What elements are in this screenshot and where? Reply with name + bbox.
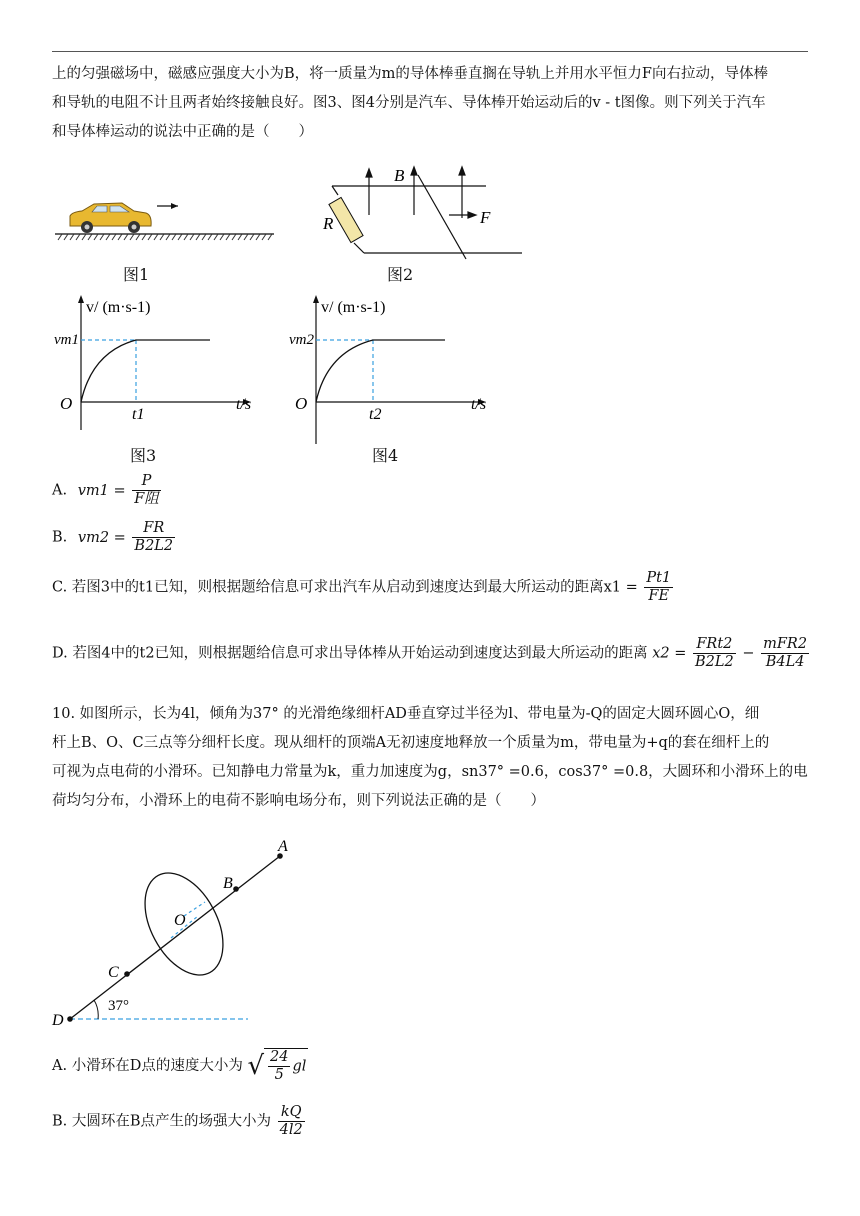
rod-label-C: C xyxy=(108,964,119,981)
header-rule xyxy=(52,51,808,52)
q10-line-4: 荷均匀分布，小滑环上的电荷不影响电场分布，则下列说法正确的是（ ） xyxy=(52,793,545,809)
fig2-label-B: B xyxy=(394,166,405,185)
fig4-xlabel: t/s xyxy=(471,396,487,413)
fig4-vmax: vm2 xyxy=(289,332,314,348)
q9-line-3: 和导体棒运动的说法中正确的是（ ） xyxy=(52,124,313,140)
question-10-stem xyxy=(52,700,812,816)
fig3-t: t1 xyxy=(132,406,145,423)
q10-option-b: B. 大圆环在B点产生的场强大小为 $\frac{kQ}{4l2}$ xyxy=(52,1104,303,1138)
q9-option-d: D. 若图4中的t2已知，则根据题给信息可求出导体棒从开始运动到速度达到最大所运动的距离 x2 = $\frac{\text{FRt2}}{B2L2}$ − $\frac{\text{mFR2}}{B4L4}$ xyxy=(52,636,808,670)
q10-option-a: A. 小滑环在D点的速度大小为 √ $\frac{24}{5}$ gl xyxy=(52,1049,307,1083)
q9-line-1: 上的匀强磁场中，磁感应强度大小为B，将一质量为m的导体棒垂直搁在导轨上并用水平恒力F向右拉动，导体棒 xyxy=(52,66,768,82)
figure-1-caption: 图1 xyxy=(123,265,150,284)
fig3-xlabel: t/s xyxy=(236,396,252,413)
figure-rod-and-ring xyxy=(50,836,310,1031)
q9-option-a: A. vm1 = $\frac{P}{\text{F阻}}$ xyxy=(52,473,159,507)
rod-label-D: D xyxy=(52,1012,64,1029)
figure-2-rails xyxy=(318,163,528,263)
rod-label-B: B xyxy=(223,875,233,892)
figure-3-vt-graph xyxy=(52,292,262,432)
question-9-stem xyxy=(52,60,812,147)
fig2-label-F: F xyxy=(480,208,491,227)
figure-3-caption: 图3 xyxy=(130,446,157,465)
fig3-ylabel: v/ (m·s-1) xyxy=(86,299,151,316)
figure-4-vt-graph xyxy=(287,292,497,447)
q9-line-2: 和导轨的电阻不计且两者始终接触良好。图3、图4分别是汽车、导体棒开始运动后的v - t图像。则下列关于汽车 xyxy=(52,95,766,111)
rod-label-O: O xyxy=(174,912,186,929)
q10-line-1: 10. 如图所示，长为4l，倾角为37° 的光滑绝缘细杆AD垂直穿过半径为l、带电量为-Q的固定大圆环圆心O，细 xyxy=(52,706,760,722)
fig4-origin: O xyxy=(295,394,308,413)
q10-line-2: 杆上B、O、C三点等分细杆长度。现从细杆的顶端A无初速度地释放一个质量为m，带电量为+q的套在细杆上的 xyxy=(52,735,770,751)
q9-option-b: B. vm2 = $\frac{FR}{B2L2}$ xyxy=(52,520,174,554)
fig3-origin: O xyxy=(60,394,73,413)
q10-line-3: 可视为点电荷的小滑环。已知静电力常量为k，重力加速度为g，sn37° =0.6，cos37° =0.8，大圆环和小滑环上的电 xyxy=(52,764,808,780)
fig4-ylabel: v/ (m·s-1) xyxy=(321,299,386,316)
fig4-t: t2 xyxy=(369,406,382,423)
figure-4-caption: 图4 xyxy=(372,446,399,465)
figure-1-car xyxy=(52,190,282,250)
figure-2-caption: 图2 xyxy=(387,265,414,284)
q9-option-c: C. 若图3中的t1已知，则根据题给信息可求出汽车从启动到速度达到最大所运动的距离x1 = $\frac{Pt1}{FE}$ xyxy=(52,570,672,604)
rod-angle-label: 37° xyxy=(108,998,129,1014)
fig3-vmax: vm1 xyxy=(54,332,79,348)
rod-label-A: A xyxy=(278,838,288,855)
fig2-label-R: R xyxy=(323,214,334,233)
